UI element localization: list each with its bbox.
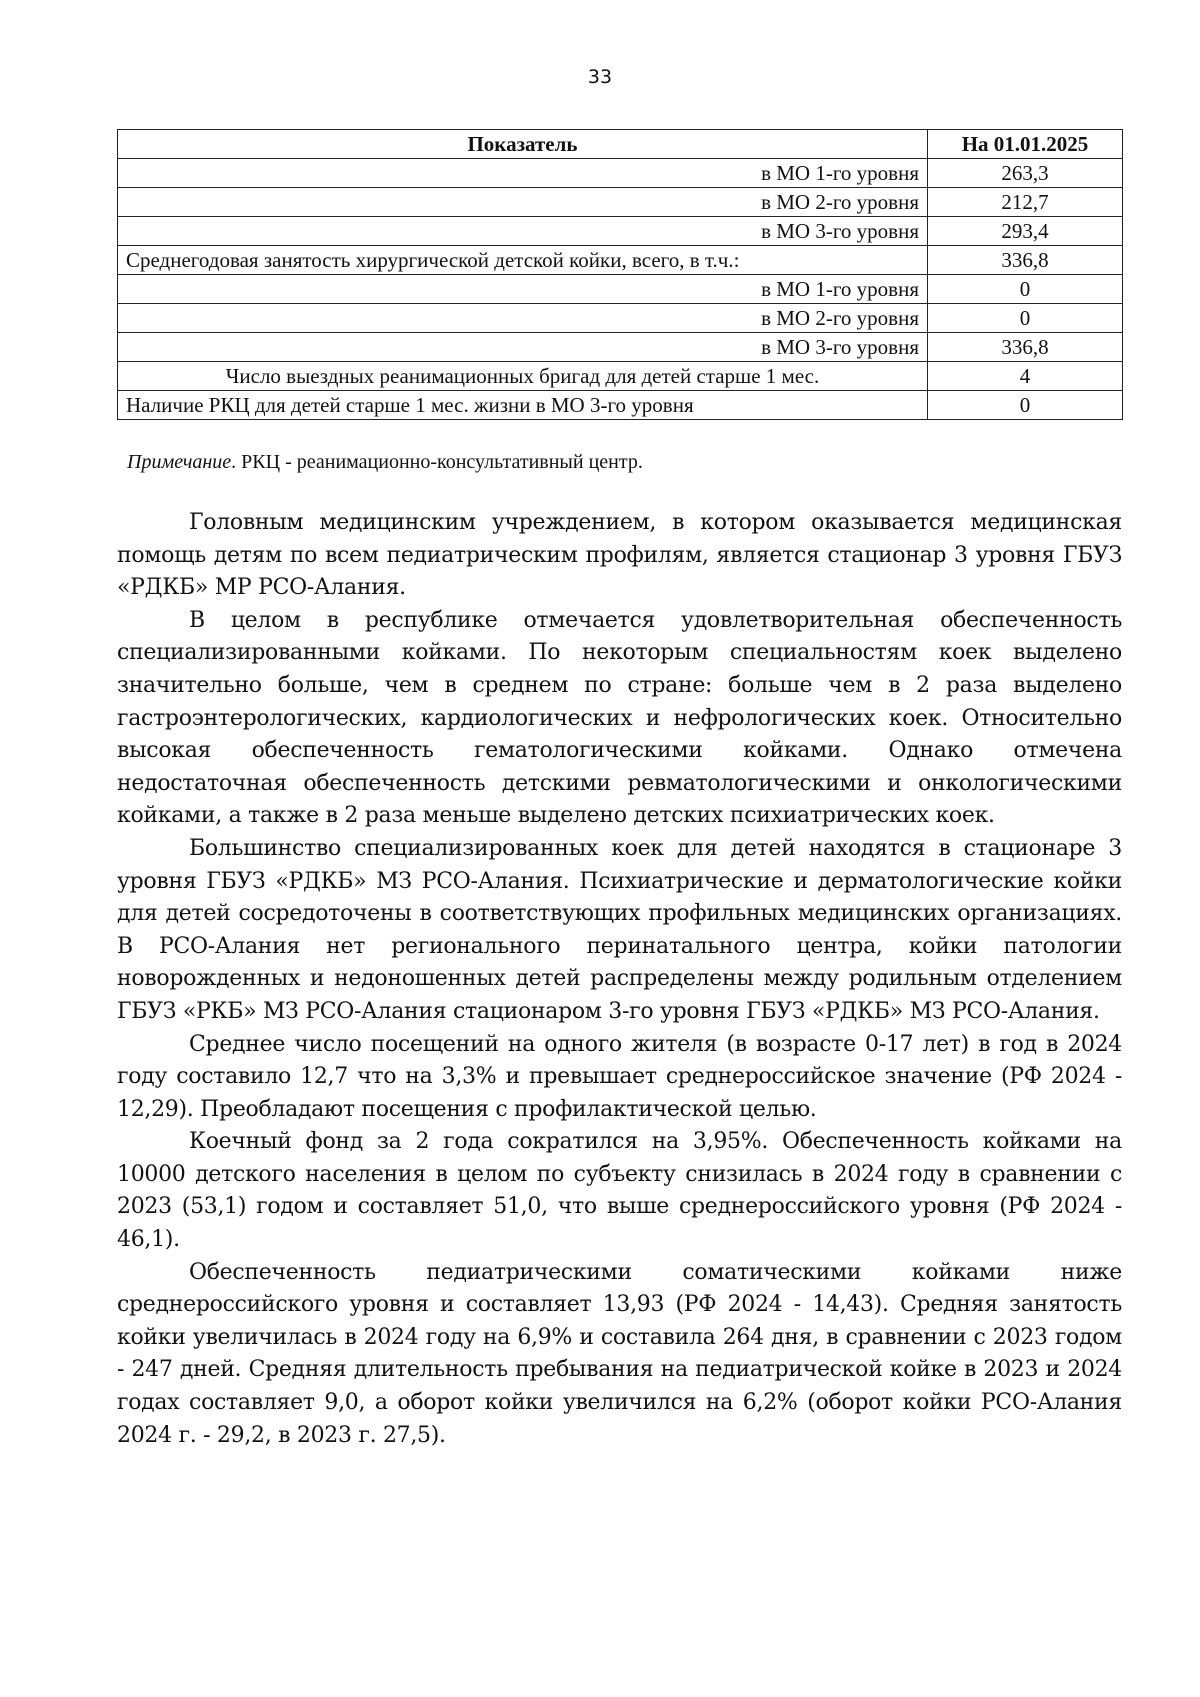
indicator-table <box>117 129 1123 420</box>
note-text: . РКЦ - реанимационно-консультативный центр. <box>231 451 643 473</box>
table-header-row <box>118 130 1123 159</box>
row-value: 336,8 <box>928 246 1123 275</box>
header-date: На 01.01.2025 <box>928 130 1123 159</box>
row-label: Число выездных реанимационных бригад для детей старше 1 мес. <box>118 362 928 391</box>
row-value: 336,8 <box>928 333 1123 362</box>
row-label: в МО 3-го уровня <box>118 333 928 362</box>
paragraph: Коечный фонд за 2 года сократился на 3,95%. Обеспеченность койками на 10000 детского населения в целом по субъекту снизилась в 2024 году в сравнении с 2023 (53,1) годом и составляет 51,0, что выше среднероссийского уровня (РФ 2024 - 46,1). <box>117 1129 1122 1253</box>
table-row <box>118 188 1123 217</box>
row-value: 0 <box>928 391 1123 420</box>
paragraph: Головным медицинским учреждением, в котором оказывается медицинская помощь детям по всем педиатрическим профилям, является стационар 3 уровня ГБУЗ «РДКБ» МР РСО-Алания. <box>117 510 1122 601</box>
paragraph: В целом в республике отмечается удовлетворительная обеспеченность специализированными койками. По некоторым специальностям коек выделено значительно больше, чем в среднем по стране: больше чем в 2 раза выделено гастроэнтерологических, кардиологических и нефрологических коек. Относительно высокая обеспеченность гематологическими койками. Однако отмечена недостаточная обеспеченность детскими ревматологическими и онкологическими койками, а также в 2 раза меньше выделено детских психиатрических коек. <box>117 607 1122 829</box>
table-row <box>118 333 1123 362</box>
row-value: 4 <box>928 362 1123 391</box>
row-value: 263,3 <box>928 159 1123 188</box>
table-row <box>118 159 1123 188</box>
paragraph: Среднее число посещений на одного жителя (в возрасте 0-17 лет) в год в 2024 году составило 12,7 что на 3,3% и превышает среднероссийское значение (РФ 2024 - 12,29). Преобладают посещения с профилактической целью. <box>117 1031 1122 1122</box>
table-row <box>118 304 1123 333</box>
table-row <box>118 275 1123 304</box>
note-label: Примечание <box>127 451 232 473</box>
row-label: Наличие РКЦ для детей старше 1 мес. жизни в МО 3-го уровня <box>118 391 928 420</box>
table-row <box>118 246 1123 275</box>
row-label: в МО 2-го уровня <box>118 304 928 333</box>
paragraph: Большинство специализированных коек для детей находятся в стационаре 3 уровня ГБУЗ «РДКБ» МЗ РСО-Алания. Психиатрические и дерматологические койки для детей сосредоточены в соответствующих профильных медицинских организациях. В РСО-Алания нет регионального перинатального центра, койки патологии новорожденных и недоношенных детей распределены между родильным отделением ГБУЗ «РКБ» МЗ РСО-Алания стационаром 3-го уровня ГБУЗ «РДКБ» МЗ РСО-Алания. <box>117 835 1122 1024</box>
row-label: в МО 2-го уровня <box>118 188 928 217</box>
row-value: 0 <box>928 275 1123 304</box>
body-text <box>117 507 1122 1452</box>
row-value: 0 <box>928 304 1123 333</box>
row-label: в МО 1-го уровня <box>118 159 928 188</box>
paragraph: Обеспеченность педиатрическими соматическими койками ниже среднероссийского уровня и составляет 13,93 (РФ 2024 - 14,43). Средняя занятость койки увеличилась в 2024 году на 6,9% и составила 264 дня, в сравнении с 2023 годом - 247 дней. Средняя длительность пребывания на педиатрической койке в 2023 и 2024 годах составляет 9,0, а оборот койки увеличился на 6,2% (оборот койки РСО-Алания 2024 г. - 29,2, в 2023 г. 27,5). <box>117 1259 1122 1448</box>
table-row <box>118 217 1123 246</box>
table-note <box>127 451 643 474</box>
row-label: Среднегодовая занятость хирургической детской койки, всего, в т.ч.: <box>118 246 928 275</box>
table-row <box>118 391 1123 420</box>
row-value: 293,4 <box>928 217 1123 246</box>
page-number: 33 <box>587 66 613 88</box>
row-label: в МО 3-го уровня <box>118 217 928 246</box>
row-label: в МО 1-го уровня <box>118 275 928 304</box>
table-row <box>118 362 1123 391</box>
row-value: 212,7 <box>928 188 1123 217</box>
header-indicator: Показатель <box>118 130 928 159</box>
